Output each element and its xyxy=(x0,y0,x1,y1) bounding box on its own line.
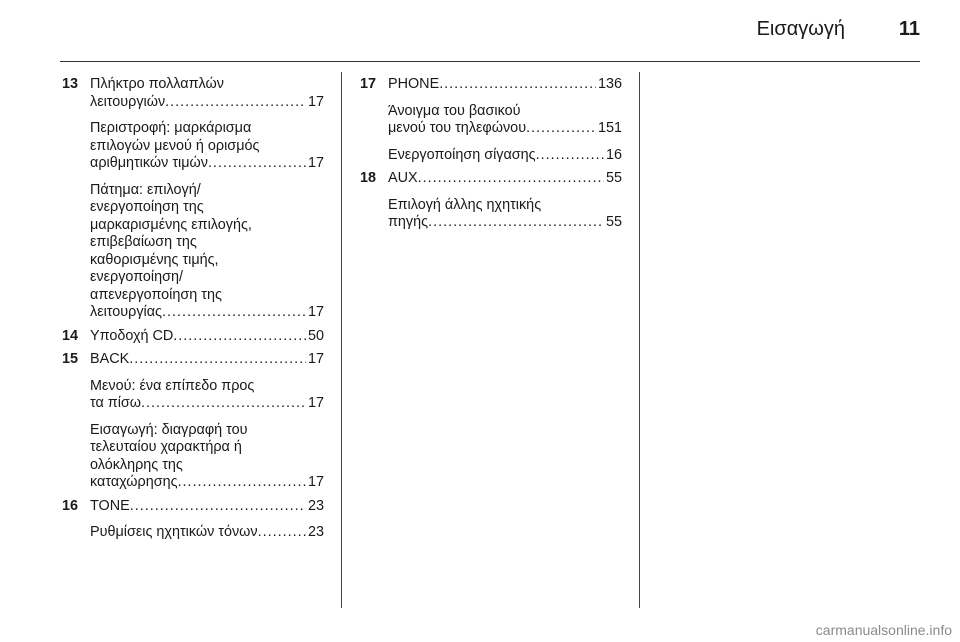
item-text: Περιστροφή: μαρκάρισμα xyxy=(90,120,252,136)
index-item xyxy=(360,103,622,138)
item-text: λειτουργιών xyxy=(90,93,166,110)
index-item xyxy=(62,351,324,369)
index-item xyxy=(62,498,324,516)
leader-line xyxy=(388,214,622,232)
page-reference: 50 xyxy=(307,327,324,344)
page-reference: 23 xyxy=(307,524,324,540)
item-text: απενεργοποίηση της xyxy=(90,286,222,303)
header-divider xyxy=(60,61,920,62)
item-text: BACK xyxy=(90,351,130,367)
item-body xyxy=(90,378,324,413)
leader-line xyxy=(90,395,324,413)
item-text: TONE xyxy=(90,497,130,514)
index-item xyxy=(62,76,324,111)
item-text: τα πίσω xyxy=(90,395,142,411)
index-item xyxy=(360,147,622,165)
item-number: 17 xyxy=(360,76,377,92)
item-text: PHONE xyxy=(388,76,440,92)
item-text: τελευταίου χαρακτήρα ή xyxy=(90,439,242,455)
index-entry xyxy=(62,76,324,322)
dot-leader xyxy=(130,498,306,516)
item-text: μαρκαρισμένης επιλογής, xyxy=(90,216,252,233)
item-text: επιλογών μενού ή ορισμός xyxy=(90,137,260,154)
item-text: μενού του τηλεφώνου xyxy=(388,120,527,136)
leader-line xyxy=(90,351,324,369)
item-body xyxy=(90,524,324,542)
index-item xyxy=(62,120,324,173)
leader-line xyxy=(388,170,622,188)
item-text: Άνοιγμα του βασικού xyxy=(388,102,521,119)
section-title: Εισαγωγή xyxy=(756,18,845,40)
item-body xyxy=(90,120,324,173)
dot-leader xyxy=(536,147,604,165)
item-number: 13 xyxy=(62,76,79,92)
item-text: Πάτημα: επιλογή/ xyxy=(90,181,201,198)
column-divider xyxy=(341,72,342,608)
index-item xyxy=(62,328,324,346)
leader-line xyxy=(388,76,622,94)
item-number: 16 xyxy=(62,497,79,514)
leader-line xyxy=(90,328,324,346)
dot-leader xyxy=(129,351,306,369)
leader-line xyxy=(90,155,324,173)
item-number: 15 xyxy=(62,351,79,367)
item-text: ενεργοποίηση/ xyxy=(90,269,184,285)
index-item xyxy=(62,422,324,492)
page-reference: 17 xyxy=(307,155,324,171)
page-reference: 17 xyxy=(307,351,324,367)
dot-leader xyxy=(439,76,596,94)
item-body xyxy=(388,103,622,138)
index-item xyxy=(62,182,324,322)
dot-leader xyxy=(428,214,604,232)
column-divider xyxy=(639,72,640,608)
watermark: carmanualsonline.info xyxy=(815,622,952,638)
item-text: καταχώρησης xyxy=(90,474,178,490)
item-text: καθορισμένης τιμής, xyxy=(90,251,219,268)
item-number: 14 xyxy=(62,327,79,344)
item-text: Ρυθμίσεις ηχητικών τόνων xyxy=(90,524,258,540)
dot-leader xyxy=(178,474,306,492)
index-item xyxy=(360,197,622,232)
item-text: Επιλογή άλλης ηχητικής xyxy=(388,196,542,213)
item-body xyxy=(90,328,324,346)
item-body xyxy=(388,147,622,165)
item-text: AUX xyxy=(388,170,418,186)
item-body xyxy=(90,351,324,369)
index-item xyxy=(360,76,622,94)
index-item xyxy=(62,524,324,542)
item-text: ολόκληρης της xyxy=(90,456,183,473)
page-number: 11 xyxy=(898,18,920,40)
item-text: Εισαγωγή: διαγραφή του xyxy=(90,421,248,438)
page-reference: 55 xyxy=(605,170,622,186)
dot-leader xyxy=(165,94,306,112)
leader-line xyxy=(90,94,324,112)
dot-leader xyxy=(258,524,306,542)
index-entry xyxy=(62,498,324,542)
page-reference: 55 xyxy=(605,214,622,230)
index-entry xyxy=(62,351,324,492)
index-item xyxy=(360,170,622,188)
page-reference: 16 xyxy=(605,146,622,163)
page-reference: 23 xyxy=(307,497,324,514)
item-text: αριθμητικών τιμών xyxy=(90,155,208,171)
page-reference: 17 xyxy=(307,304,324,320)
item-body xyxy=(388,197,622,232)
page-reference: 17 xyxy=(307,474,324,490)
item-text: επιβεβαίωση της xyxy=(90,234,197,250)
item-body xyxy=(90,422,324,492)
item-text: Υποδοχή CD xyxy=(90,327,174,344)
dot-leader xyxy=(173,328,306,346)
left-column xyxy=(62,76,324,548)
leader-line xyxy=(90,474,324,492)
page-reference: 136 xyxy=(597,76,622,92)
item-text: ενεργοποίηση της xyxy=(90,199,204,215)
item-number: 18 xyxy=(360,170,377,186)
index-entry xyxy=(62,328,324,346)
item-body xyxy=(388,76,622,94)
page-reference: 17 xyxy=(307,395,324,411)
dot-leader xyxy=(418,170,604,188)
item-body xyxy=(90,76,324,111)
index-entry xyxy=(360,76,622,164)
item-body xyxy=(90,498,324,516)
leader-line xyxy=(90,498,324,516)
item-text: Πλήκτρο πολλαπλών xyxy=(90,76,224,92)
leader-line xyxy=(388,147,622,165)
dot-leader xyxy=(162,304,306,322)
item-text: λειτουργίας xyxy=(90,304,162,320)
index-item xyxy=(62,378,324,413)
item-text: Ενεργοποίηση σίγασης xyxy=(388,146,536,163)
item-body xyxy=(90,182,324,322)
leader-line xyxy=(388,120,622,138)
dot-leader xyxy=(526,120,596,138)
leader-line xyxy=(90,304,324,322)
item-body xyxy=(388,170,622,188)
dot-leader xyxy=(208,155,306,173)
right-column xyxy=(360,76,622,238)
index-entry xyxy=(360,170,622,232)
item-text: Μενού: ένα επίπεδο προς xyxy=(90,377,255,394)
page-reference: 17 xyxy=(307,93,324,110)
page-reference: 151 xyxy=(597,120,622,136)
item-text: πηγής xyxy=(388,214,429,230)
dot-leader xyxy=(141,395,306,413)
leader-line xyxy=(90,524,324,542)
